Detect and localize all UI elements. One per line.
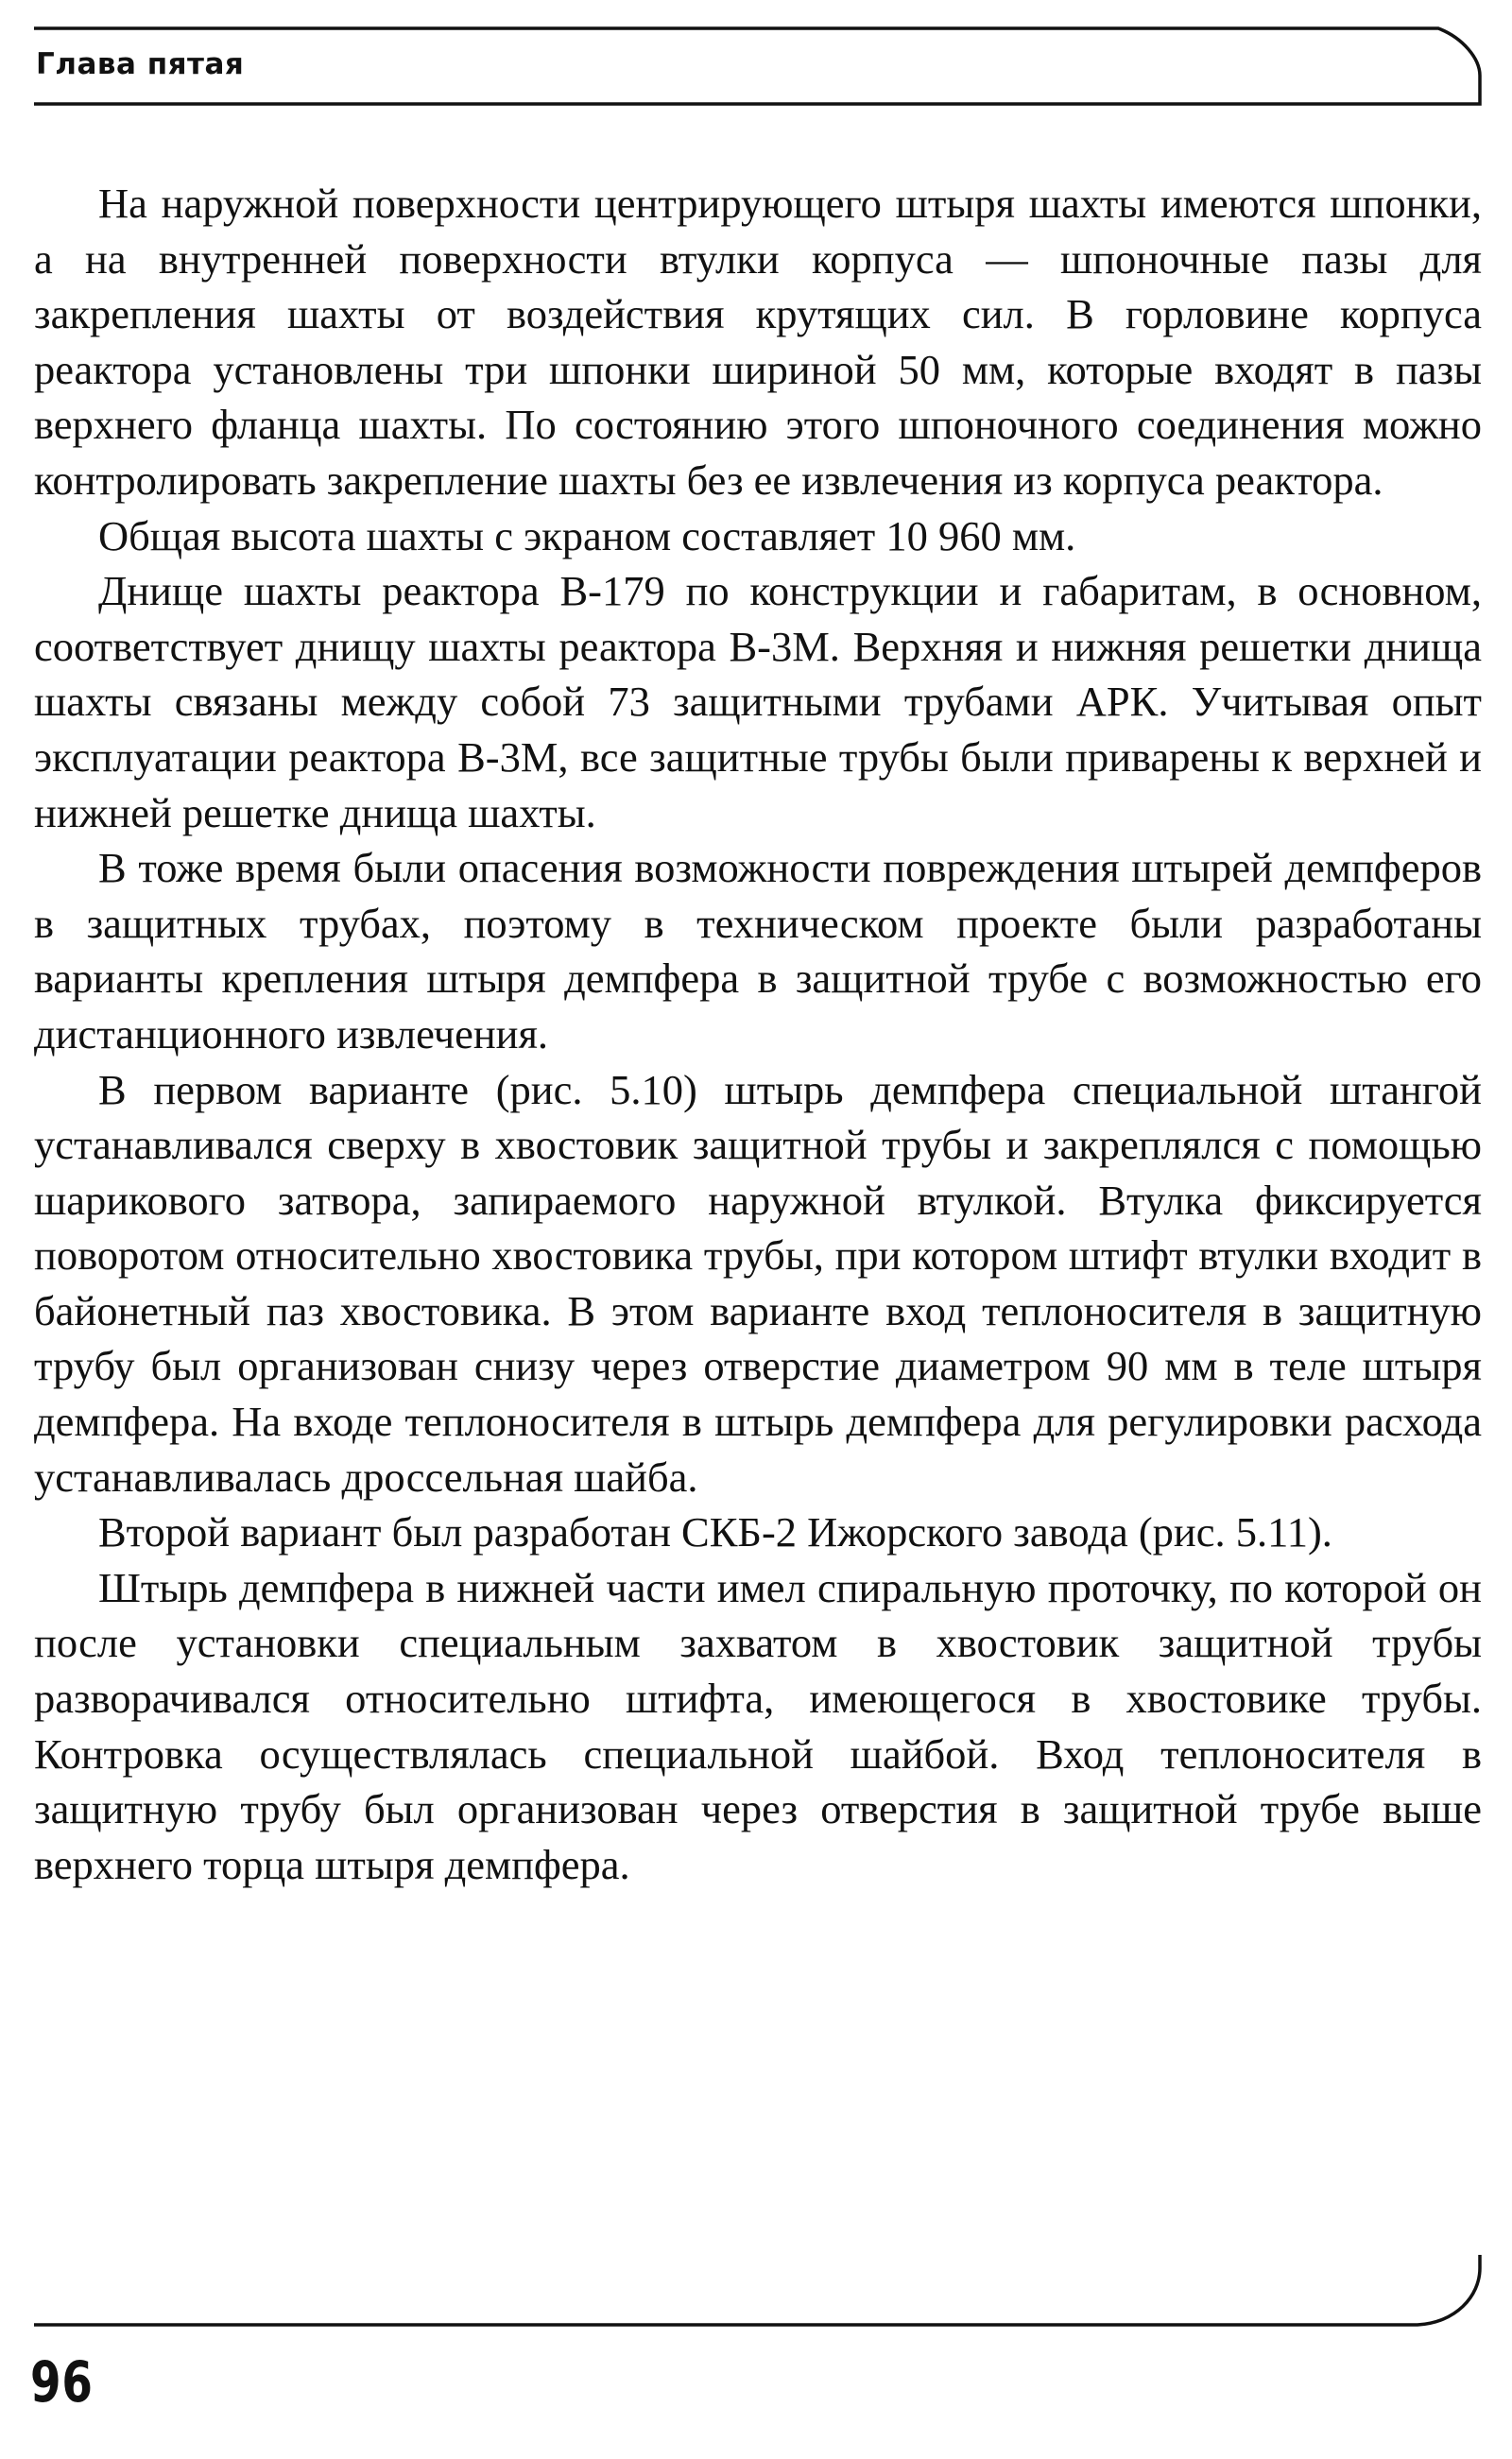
paragraph-3: Днище шахты реактора В-179 по конструкции и габаритам, в основном, соответствует днищу шахты реактора В-3М. Верхняя и нижняя решетки днища шахты связаны между собой 73 защитными трубами АРК. Учитывая опыт эксплуатации реактора В-3М, все защитные трубы были приварены к верхней и нижней решетке днища шахты. bbox=[34, 567, 1482, 836]
header-rule-path bbox=[34, 28, 1480, 104]
paragraph-4: В тоже время были опасения возможности повреждения штырей демпферов в защитных трубах, поэтому в техническом проекте были разработаны варианты крепления штыря демпфера в защитной трубе с возможностью его дистанционного извлечения. bbox=[34, 844, 1482, 1058]
paragraph-6: Второй вариант был разработан СКБ-2 Ижорского завода (рис. 5.11). bbox=[98, 1508, 1332, 1556]
page-number: 96 bbox=[30, 2349, 94, 2416]
paragraph-7: Штырь демпфера в нижней части имел спиральную проточку, по которой он после установки специальным захватом в хвостовик защитной трубы разворачивался относительно штифта, имеющегося в хвостовике трубы. Контровка осуществлялась специальной шайбой. Вход теплоносителя в защитную трубу был организован через отверстия в защитной трубе выше верхнего торца штыря демпфера. bbox=[34, 1563, 1482, 1888]
running-head-chapter-title: Глава пятая bbox=[36, 47, 245, 81]
footer-rule-path bbox=[34, 2255, 1480, 2325]
footer-rule-line bbox=[0, 2249, 1512, 2344]
paragraph-2: Общая высота шахты с экраном составляет 10 960 мм. bbox=[98, 511, 1076, 559]
body-text bbox=[34, 176, 1482, 1892]
paragraph-5: В первом варианте (рис. 5.10) штырь демпфера специальной штангой устанавливался сверху в хвостовик защитной трубы и закреплялся с помощью шарикового затвора, запираемого наружной втулкой. Втулка фиксируется поворотом относительно хвостовика трубы, при котором штифт втулки входит в байонетный паз хвостовика. В этом варианте вход теплоносителя в защитную трубу был организован снизу через отверстие диаметром 90 мм в теле штыря демпфера. На входе теплоносителя в штырь демпфера для регулировки расхода устанавливалась дроссельная шайба. bbox=[34, 1065, 1482, 1501]
paragraph-1: На наружной поверхности центрирующего штыря шахты имеются шпонки, а на внутренней поверхности втулки корпуса — шпоночные пазы для закрепления шахты от воздействия крутящих сил. В горловине корпуса реактора установлены три шпонки шириной 50 мм, которые входят в пазы верхнего фланца шахты. По состоянию этого шпоночного соединения можно контролировать закрепление шахты без ее извлечения из корпуса реактора. bbox=[34, 180, 1482, 504]
